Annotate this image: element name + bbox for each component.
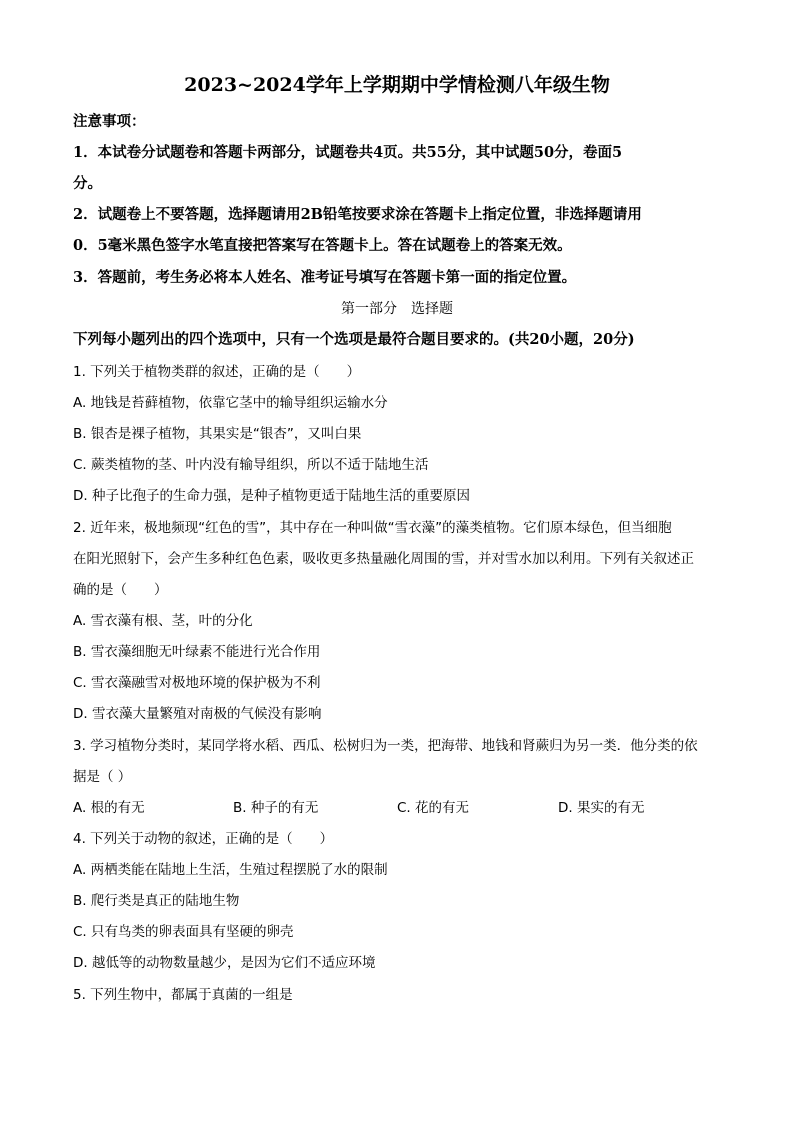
question-1-option-b: B. 银杏是裸子植物，其果实是“银杏”，又叫白果 — [73, 426, 362, 442]
question-1-stem: 1. 下列关于植物类群的叙述，正确的是（ ） — [73, 364, 361, 380]
question-4-option-a: A. 两栖类能在陆地上生活，生殖过程摆脱了水的限制 — [73, 862, 388, 878]
question-2-stem-line-1: 2. 近年来，极地频现“红色的雪”，其中存在一种叫做“雪衣藻”的藻类植物。它们原本绿色，但当细胞 — [73, 520, 672, 536]
notice-line-4: 0．5毫米黑色签字水笔直接把答案写在答题卡上。答在试题卷上的答案无效。 — [73, 237, 572, 254]
question-1-option-a: A. 地钱是苔藓植物，依靠它茎中的输导组织运输水分 — [73, 395, 388, 411]
question-1-option-c: C. 蕨类植物的茎、叶内没有输导组织，所以不适于陆地生活 — [73, 457, 429, 473]
question-2-option-d: D. 雪衣藻大量繁殖对南极的气候没有影响 — [73, 706, 322, 722]
question-3-option-c: C. 花的有无 — [397, 800, 470, 816]
question-1-option-d: D. 种子比孢子的生命力强，是种子植物更适于陆地生活的重要原因 — [73, 488, 470, 504]
question-5-stem: 5. 下列生物中，都属于真菌的一组是 — [73, 987, 293, 1003]
question-4-stem: 4. 下列关于动物的叙述，正确的是（ ） — [73, 831, 334, 847]
page-title: 2023~2024学年上学期期中学情检测八年级生物 — [184, 74, 610, 96]
question-2-stem-line-3: 确的是（ ） — [73, 582, 168, 598]
notice-line-3: 2．试题卷上不要答题，选择题请用2B铅笔按要求涂在答题卡上指定位置，非选择题请用 — [73, 206, 642, 223]
question-3-option-a: A. 根的有无 — [73, 800, 145, 816]
question-4-option-d: D. 越低等的动物数量越少，是因为它们不适应环境 — [73, 955, 376, 971]
question-4-option-c: C. 只有鸟类的卵表面具有坚硬的卵壳 — [73, 924, 294, 940]
question-3-option-b: B. 种子的有无 — [233, 800, 319, 816]
notice-line-1: 1．本试卷分试题卷和答题卡两部分，试题卷共4页。共55分，其中试题50分，卷面5 — [73, 144, 623, 161]
section-instruction: 下列每小题列出的四个选项中，只有一个选项是最符合题目要求的。(共20小题，20分) — [73, 331, 635, 348]
question-3-stem-line-1: 3. 学习植物分类时，某同学将水稻、西瓜、松树归为一类，把海带、地钱和肾蕨归为另一类．他分类的依 — [73, 738, 698, 754]
notice-line-5: 3．答题前，考生务必将本人姓名、准考证号填写在答题卡第一面的指定位置。 — [73, 269, 577, 286]
question-2-option-c: C. 雪衣藻融雪对极地环境的保护极为不利 — [73, 675, 321, 691]
notice-heading: 注意事项： — [73, 113, 146, 130]
section-title: 第一部分 选择题 — [341, 301, 453, 317]
question-2-stem-line-2: 在阳光照射下，会产生多种红色色素，吸收更多热量融化周围的雪，并对雪水加以利用。下列有关叙述正 — [73, 551, 694, 567]
question-4-option-b: B. 爬行类是真正的陆地生物 — [73, 893, 240, 909]
notice-line-2: 分。 — [73, 175, 102, 192]
question-2-option-a: A. 雪衣藻有根、茎，叶的分化 — [73, 613, 253, 629]
question-3-option-d: D. 果实的有无 — [558, 800, 645, 816]
question-2-option-b: B. 雪衣藻细胞无叶绿素不能进行光合作用 — [73, 644, 321, 660]
question-3-stem-line-2: 据是（ ） — [73, 769, 132, 785]
